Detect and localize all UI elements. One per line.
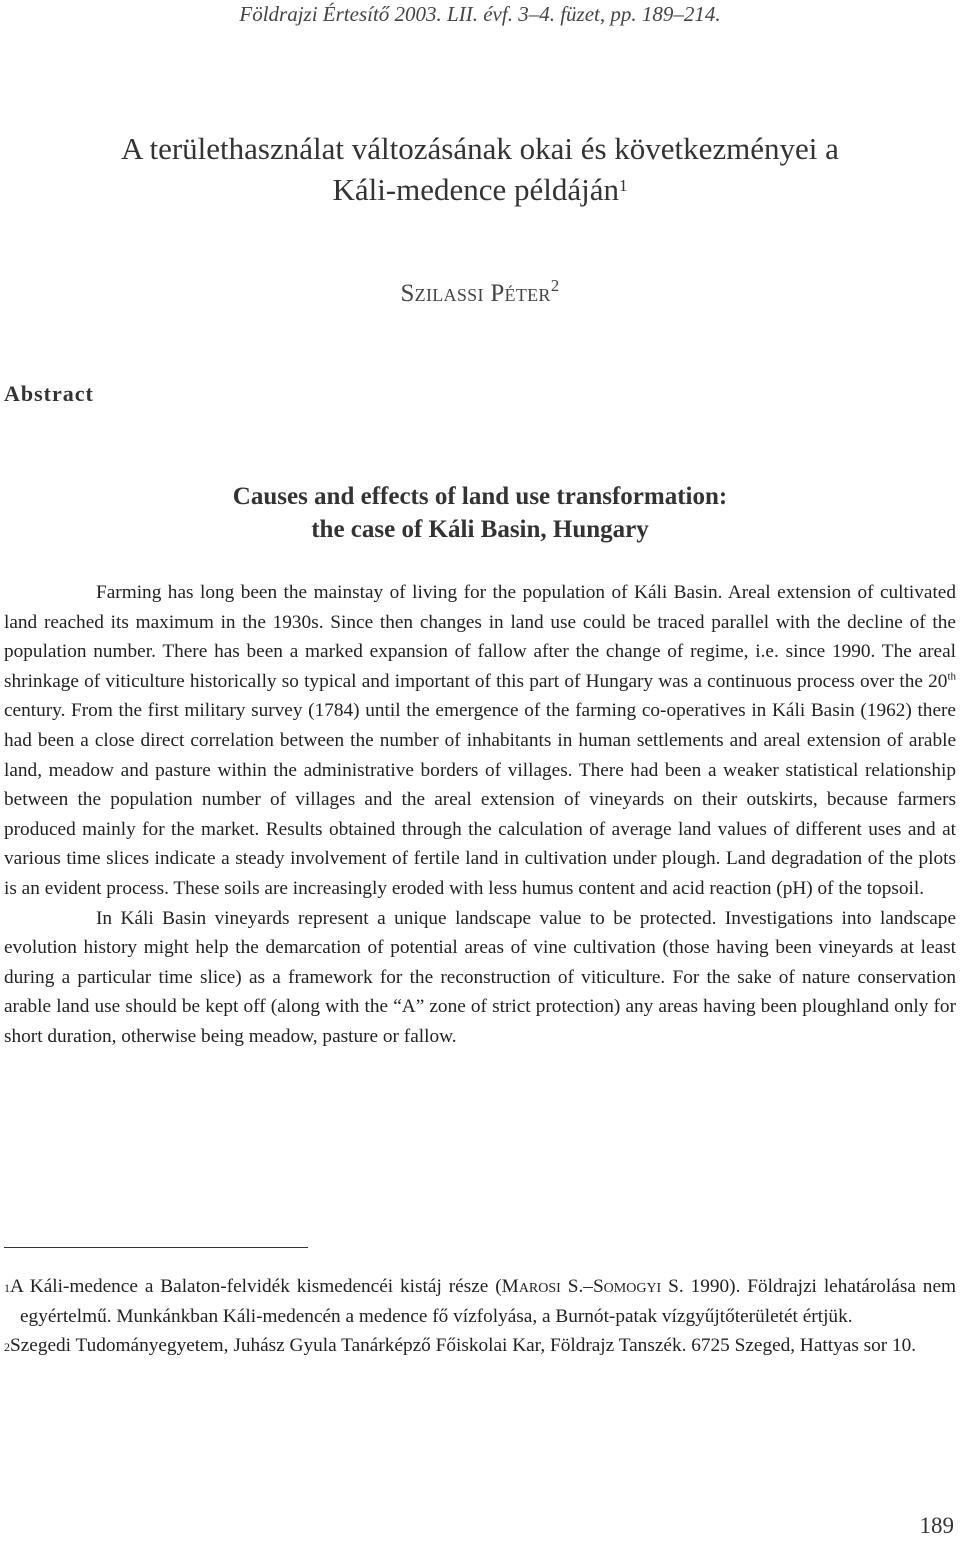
ordinal-superscript: th [947,670,956,683]
paper-title-line-2 [0,169,960,210]
footnote-1-author-2: Somogyi [592,1276,662,1297]
footnote-1-separator: S.– [560,1276,593,1297]
footnote-1 [4,1272,956,1331]
abstract-body [4,578,956,1052]
footnote-2 [4,1331,956,1361]
footnotes [4,1272,956,1361]
page-number: 189 [919,1513,954,1538]
abstract-paragraph-1 [4,578,956,904]
abstract-paragraph-2: In Káli Basin vineyards represent a unique landscape value to be protected. Investigations into landscape evolution history might help the demarcation of potential areas of vine cultivation (those having been vineyards at least during a particular time slice) as a framework for the reconstruction of viticulture. For the sake of nature conservation arable land use should be kept off (along with the “A” zone of strict protection) any areas having been ploughland only for short duration, otherwise being meadow, pasture or fallow. [4,907,956,1047]
footnote-1-text-a: A Káli-medence a Balaton-felvidék kismedencéi kistáj része ( [10,1276,502,1297]
author-name [0,276,960,308]
footnote-1-mark: 1 [4,1281,10,1295]
paper-title-line-1: A területhasználat változásának okai és következményei a [121,131,839,166]
abstract-paragraph-1-text-a: Farming has long been the mainstay of living for the population of Káli Basin. Areal extension of cultivated land reached its maximum in the 1930s. Since then changes in land use could be traced parallel with the decline of the population number. There has been a marked expansion of fallow after the change of regime, i.e. since 1990. The areal shrinkage of viticulture historically so typical and important of this part of Hungary was a continuous process over the 20 [4,582,956,692]
author-footnote-mark: 2 [550,276,560,295]
footnote-1-author-1: Marosi [501,1276,561,1297]
author-name-text: Szilassi Péter [400,280,551,307]
english-title [0,480,960,546]
footnote-2-text: Szegedi Tudományegyetem, Juhász Gyula Tanárképző Főiskolai Kar, Földrajz Tanszék. 6725 Szeged, Hattyas sor 10. [10,1335,917,1357]
english-title-line-1: Causes and effects of land use transformation: [232,483,728,510]
paper-title [0,128,960,210]
abstract-paragraph-1-text-b: century. From the first military survey (1784) until the emergence of the farming co-operatives in Káli Basin (1962) there had been a close direct correlation between the number of inhabitants in human settlements and areal extension of arable land, meadow and pasture within the administrative borders of villages. There had been a weaker statistical relationship between the population number of villages and the areal extension of vineyards on their outskirts, because farmers produced mainly for the market. Results obtained through the calculation of average land values of different uses and at various time slices indicate a steady involvement of fertile land in cultivation under plough. Land degradation of the plots is an evident process. These soils are increasingly eroded with less humus content and acid reaction (pH) of the topsoil. [4,700,956,899]
title-footnote-mark: 1 [619,176,628,195]
footnote-2-mark: 2 [4,1340,10,1355]
english-title-line-2: the case of Káli Basin, Hungary [311,516,649,543]
footnote-1-text-b: S. 1990). Földrajzi lehatárolása nem egyértelmű. Munkánkban Káli-medencén a medence fő vízfolyása, a Burnót-patak vízgyűjtőterületét értjük. [20,1276,957,1327]
journal-header: Földrajzi Értesítő 2003. LII. évf. 3–4. füzet, pp. 189–214. [239,2,721,26]
footnote-separator [4,1247,308,1248]
paper-title-line-2-text: Káli-medence példáján [332,172,620,207]
abstract-heading: Abstract [4,381,94,406]
